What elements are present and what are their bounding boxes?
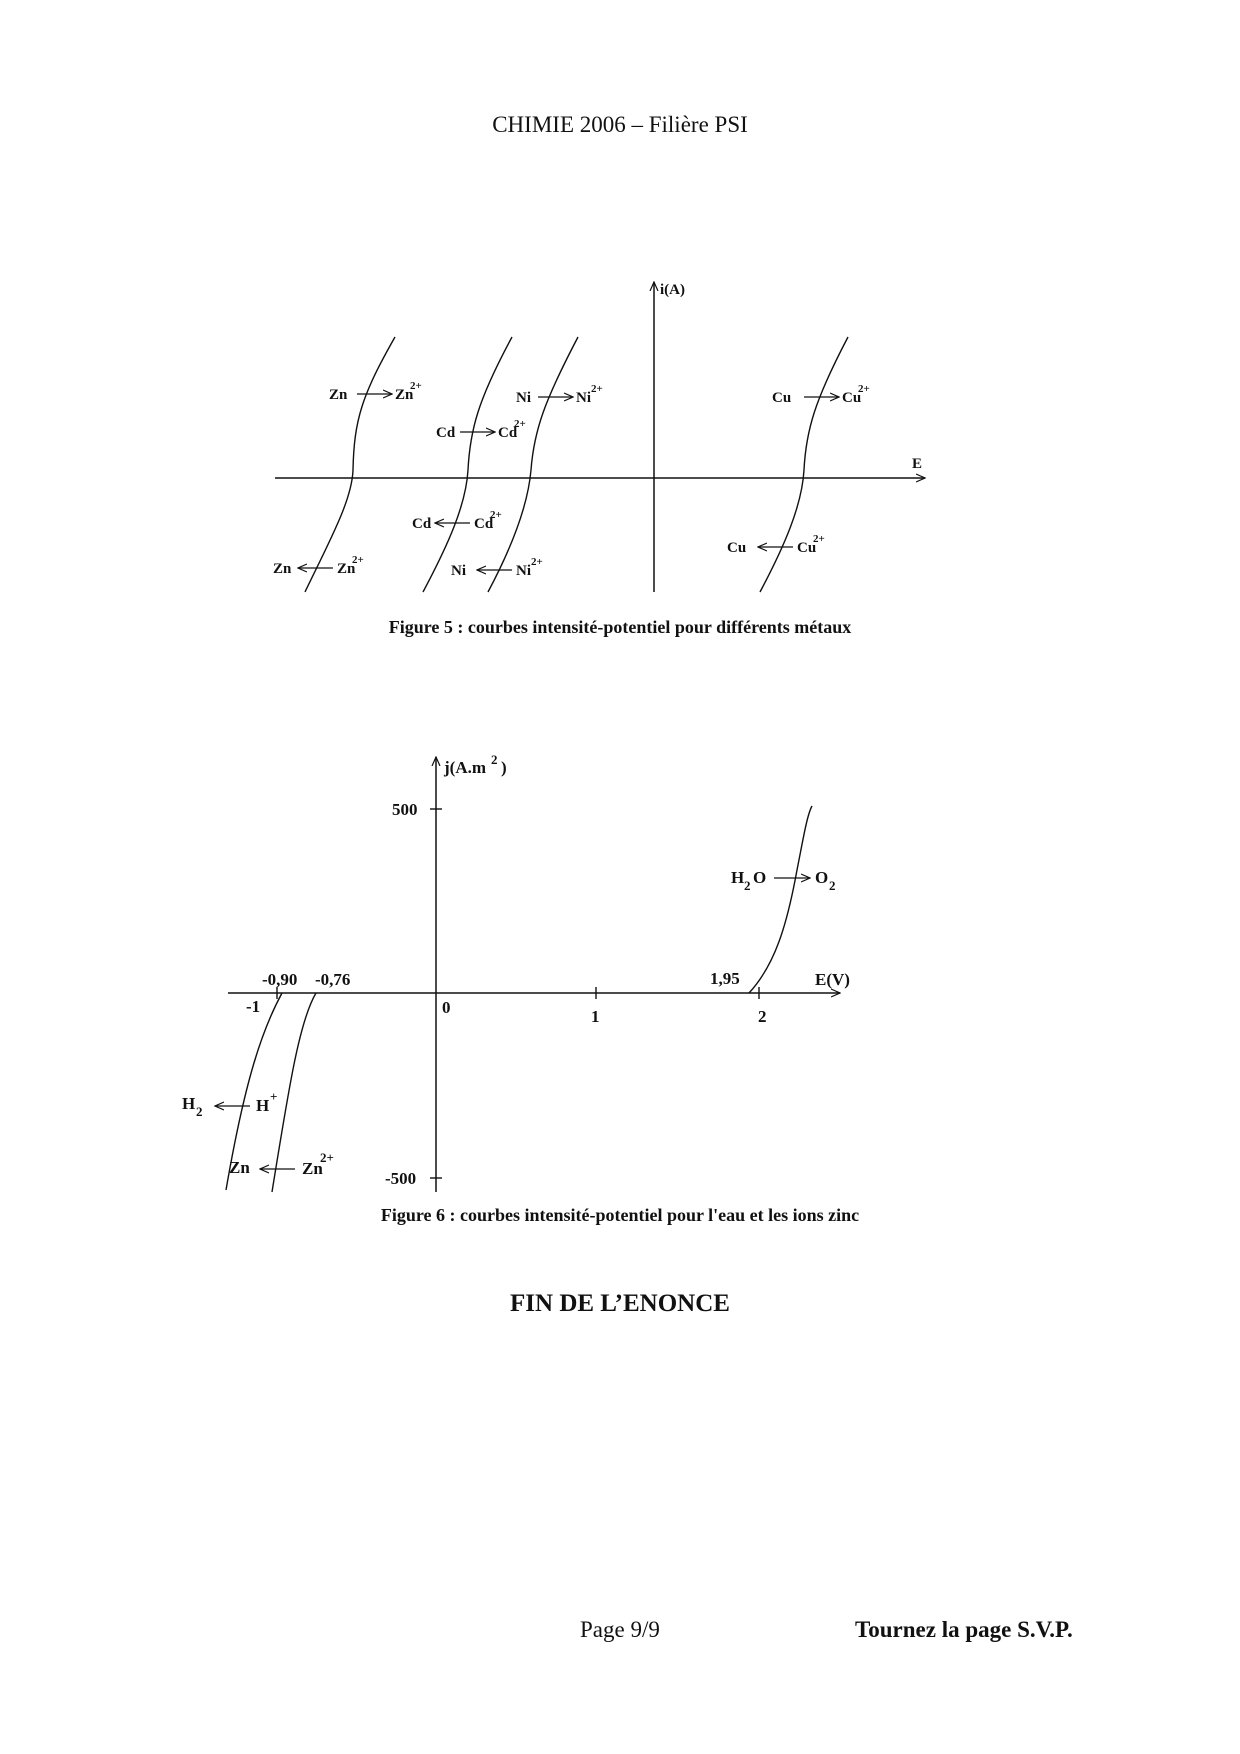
- fig6-y-tick-500: 500: [392, 800, 418, 819]
- svg-text:2+: 2+: [591, 383, 603, 395]
- fig5-x-axis-label: E: [912, 456, 923, 472]
- fig6-label-water-oxidation: [731, 868, 836, 893]
- fig6-label-h-reduction: [182, 1089, 277, 1119]
- svg-text:2+: 2+: [858, 383, 870, 395]
- fig6-y-tick-minus-500: -500: [385, 1169, 417, 1188]
- svg-text:2: 2: [829, 878, 836, 893]
- svg-text:H: H: [256, 1096, 270, 1115]
- svg-text:): ): [501, 758, 507, 777]
- svg-text:Cd: Cd: [474, 516, 494, 532]
- fig6-threshold-zn: -0,76: [315, 970, 351, 989]
- page-number: Page 9/9: [580, 1617, 660, 1642]
- svg-text:Zn: Zn: [302, 1159, 323, 1178]
- svg-text:2+: 2+: [490, 509, 502, 521]
- svg-text:Cd: Cd: [498, 425, 518, 441]
- fig6-y-axis-label: [443, 752, 507, 777]
- svg-text:O: O: [815, 868, 829, 887]
- svg-text:2+: 2+: [813, 533, 825, 545]
- svg-text:2+: 2+: [352, 554, 364, 566]
- fig6-threshold-h: -0,90: [262, 970, 298, 989]
- figure-6-caption: Figure 6 : courbes intensité-potentiel pour l'eau et les ions zinc: [380, 1205, 860, 1225]
- svg-text:2: 2: [744, 878, 751, 893]
- fig6-label-zn-reduction: [229, 1150, 334, 1178]
- svg-text:Ni: Ni: [576, 390, 591, 406]
- svg-text:Cd: Cd: [412, 516, 432, 532]
- fig6-x-axis-label: E(V): [815, 970, 850, 989]
- svg-text:H: H: [182, 1094, 196, 1113]
- svg-text:H: H: [731, 868, 745, 887]
- end-of-statement: FIN DE L’ENONCE: [510, 1290, 730, 1317]
- svg-text:Cu: Cu: [727, 540, 747, 556]
- svg-text:Ni: Ni: [516, 563, 531, 579]
- turn-page-note: Tournez la page S.V.P.: [855, 1617, 1073, 1642]
- svg-text:j(A.m: j(A.m: [444, 758, 487, 777]
- svg-text:Cu: Cu: [842, 390, 862, 406]
- fig5-y-axis-label: i(A): [660, 282, 685, 298]
- svg-text:Ni: Ni: [516, 390, 531, 406]
- svg-text:Zn: Zn: [337, 561, 356, 577]
- svg-text:Cd: Cd: [436, 425, 456, 441]
- svg-text:2+: 2+: [531, 556, 543, 568]
- svg-text:Zn: Zn: [395, 387, 414, 403]
- svg-text:Zn: Zn: [329, 387, 348, 403]
- svg-text:Zn: Zn: [273, 561, 292, 577]
- svg-text:Cu: Cu: [797, 540, 817, 556]
- figure-5-caption: Figure 5 : courbes intensité-potentiel pour différents métaux: [388, 617, 852, 637]
- svg-text:Cu: Cu: [772, 390, 792, 406]
- fig6-threshold-water: 1,95: [710, 969, 740, 988]
- svg-text:2+: 2+: [410, 380, 422, 392]
- svg-text:2: 2: [491, 752, 498, 767]
- svg-text:Ni: Ni: [451, 563, 466, 579]
- fig6-x-tick-minus-1: -1: [246, 997, 261, 1016]
- fig6-x-tick-1: 1: [591, 1007, 600, 1026]
- page-header: CHIMIE 2006 – Filière PSI: [492, 112, 748, 137]
- svg-text:2+: 2+: [320, 1150, 334, 1165]
- svg-text:+: +: [270, 1089, 278, 1104]
- fig6-curve-water-oxidation: [749, 806, 812, 993]
- fig6-x-tick-0: 0: [442, 998, 451, 1017]
- svg-text:O: O: [753, 868, 767, 887]
- fig6-x-tick-2: 2: [758, 1007, 767, 1026]
- svg-text:Zn: Zn: [229, 1158, 250, 1177]
- svg-text:2: 2: [196, 1104, 203, 1119]
- svg-text:2+: 2+: [514, 418, 526, 430]
